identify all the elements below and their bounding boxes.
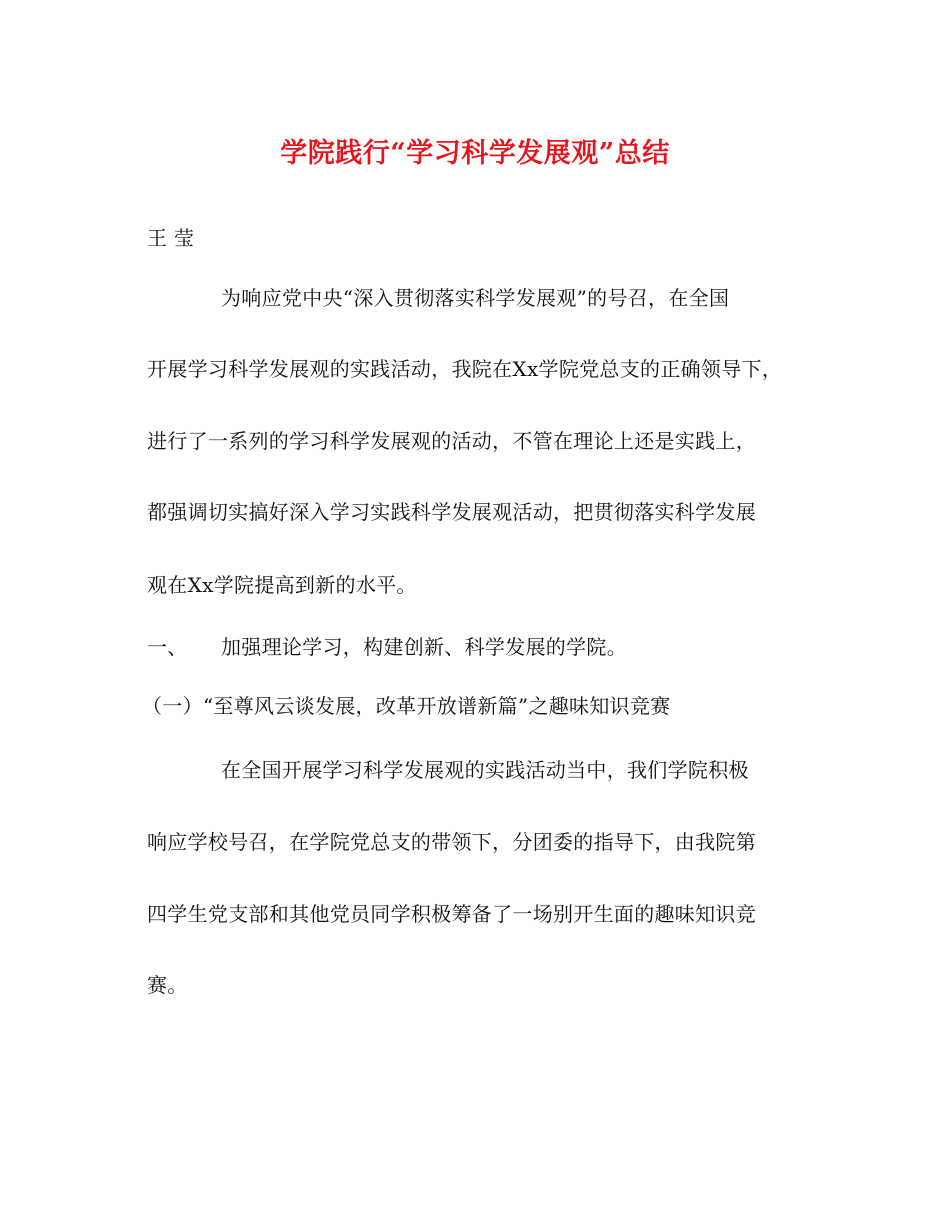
paragraph-line: 观在Xx学院提高到新的水平。: [147, 573, 417, 597]
paragraph-line: 四学生党支部和其他党员同学积极筹备了一场别开生面的趣味知识竞: [147, 902, 756, 926]
subsection-heading: （一）“至尊风云谈发展，改革开放谱新篇”之趣味知识竞赛: [142, 694, 671, 718]
paragraph-line: 响应学校号召，在学院党总支的带领下，分团委的指导下，由我院第: [147, 830, 756, 854]
section-number: 一、: [147, 635, 188, 659]
paragraph-line: 都强调切实搞好深入学习实践科学发展观活动，把贯彻落实科学发展: [147, 500, 756, 524]
author-name: 王 莹: [147, 226, 195, 250]
paragraph-line: 进行了一系列的学习科学发展观的活动，不管在理论上还是实践上，: [147, 429, 756, 453]
paragraph-line: 赛。: [147, 973, 188, 997]
paragraph-line: 开展学习科学发展观的实践活动，我院在Xx学院党总支的正确领导下，: [147, 357, 783, 381]
section-heading: 加强理论学习，构建创新、科学发展的学院。: [221, 635, 627, 659]
paragraph-line: 在全国开展学习科学发展观的实践活动当中，我们学院积极: [221, 758, 749, 782]
document-title: 学院践行“学习科学发展观”总结: [280, 138, 670, 169]
paragraph-line: 为响应党中央“深入贯彻落实科学发展观”的号召，在全国: [221, 286, 730, 310]
